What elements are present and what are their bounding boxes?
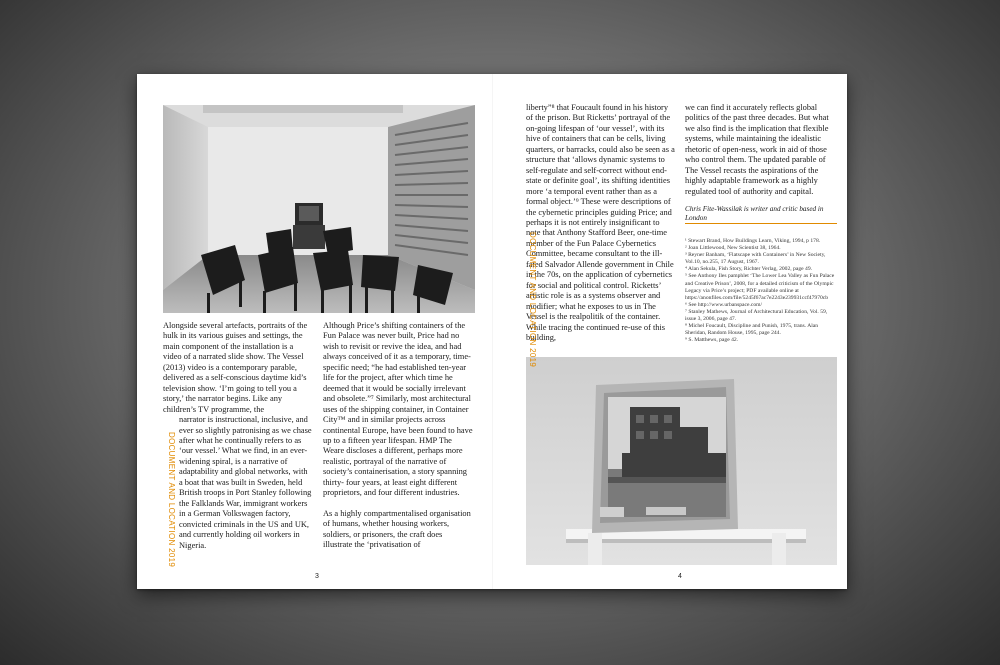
footnotes — [685, 238, 835, 344]
footnote: ² Joan Littlewood, New Scientist 38, 1964. — [685, 245, 781, 252]
framed-ship-artwork-photo — [526, 357, 837, 565]
page-number-right: 4 — [678, 573, 682, 580]
magazine-spread — [137, 74, 847, 589]
side-label-right: DOCUMENT AND LOCATION 2019 — [528, 232, 537, 368]
body-paragraph: Alongside several artefacts, portraits of the hulk in its various guises and settings, the main component of the installation is a video of a narrated slide show. The Vessel (2013) video is a contemporary parable, delivered as a self-conscious daytime kid’s television show. ‘I’m going to tell you a story,’ the narrator begins. Like any children’s TV programme, the — [163, 321, 308, 414]
footnote: ⁶ See http://www.urbanspace.com/ — [685, 301, 763, 308]
footnote: ⁹ S. Matthews, page 42. — [685, 337, 739, 344]
right-column-1 — [526, 103, 676, 343]
footnote: ⁸ Michel Foucault, Discipline and Punish, 1975, trans. Alan Sheridan, Random House, 1995, page 244. — [685, 323, 819, 337]
spine-gutter — [492, 74, 493, 589]
right-column-2 — [685, 103, 835, 223]
body-paragraph: liberty”⁸ that Foucault found in his history of the prison. But Ricketts’ portrayal of the on-going lifespan of ‘our vessel’, with its hive of containers that can be cells, living quarters, or barracks, could also be seen as a structure that ‘allows dynamic systems to self-regulate and self-correct without end-state or definite goal’, its shifting identities more ‘a temporal event rather than as a formal object.’⁹ These were descriptions of the cybernetic principles guiding Price; and perhaps it is not entirely insignificant to note that Anthony Stafford Beer, one-time member of the Fun Palace Cybernetics Committee, became consultant to the ill-fated Salvador Allende government in Chile in the 70s, on the application of cybernetics for social and political control. Ricketts’ artistic role is as a systems observer and modifier; what he exposes to us in The Vessel is the realpolitik of the container. While tracing the continued re-use of this building, — [526, 103, 675, 342]
side-label-left: DOCUMENT AND LOCATION 2019 — [167, 432, 176, 568]
author-credit: Chris Fite-Wassilak is writer and critic based in London — [685, 205, 824, 223]
footnote: ³ Reyner Banham, ‘Flatscape with Containers’ in New Society, Vol.10, no.255, 17 August, 1967. — [685, 252, 826, 266]
footnote: ⁴ Alan Sekula, Fish Story, Richter Verlag, 2002, page 49. — [685, 266, 813, 273]
body-paragraph: Although Price’s shifting containers of the Fun Palace was never built, Price had no wish to revisit or revive the idea, and had always conceived of it as a temporary, time-specific need; “he had established ten-year life for the project, after which time he deemed that it would be socially irrelevant and obsolete.”⁷ Similarly, most architectural uses of the shipping container, in Container City™ and in similar projects across continental Europe, have been found to have up to a fifteen year lifespan. HMP The Weare discloses a different, perhaps more realistic, portrayal of the narrative of society’s containerisation, a story spanning thirty- four years, at least eight different proprietors, and four different industries. — [323, 321, 473, 498]
gallery-installation-photo — [163, 105, 475, 313]
left-column-1 — [163, 321, 313, 551]
body-paragraph-indented: narrator is instructional, inclusive, and ever so slightly patronising as we chase after what he continually refers to as ‘our vessel.’ What we find, in an ever-widening spiral, is a narrative of adaptability and global networks, with a boat that was built in Sweden, held British troops in Port Stanley following the Falklands War, immigrant workers in a German Volkswagen factory, convicted criminals in the US and UK, and currently holding oil workers in Nigeria. — [179, 415, 312, 550]
body-paragraph: As a highly compartmentalised organisation of humans, whether housing workers, soldiers, or prisoners, the craft does illustrate the ‘privatisation of — [323, 508, 471, 550]
left-column-2 — [323, 321, 473, 551]
page-number-left: 3 — [315, 573, 319, 580]
footnote: ⁷ Stanley Mathews, Journal of Architectural Education, Vol. 59, issue 3, 2006, page 47. — [685, 308, 828, 323]
footnote-divider — [685, 223, 837, 224]
body-paragraph: we can find it accurately reflects global politics of the past three decades. But what we also find is the implication that flexible systems, while maintaining the idealistic rhetoric of open-ness, work in aid of those who control them. The updated parable of The Vessel recasts the aspirations of the highly adaptable framework as a highly regulated tool of authority and capital. — [685, 103, 829, 196]
footnote: ¹ Stewart Brand, How Buildings Learn, Viking, 1994, p 178. — [685, 238, 821, 244]
footnote: ⁵ See Anthony Iles pamphlet ‘The Lower Lea Valley as Fun Palace and Creative Prison’, 2008, for a detailed criticism of the Olympic Legacy via Price’s project; PDF available online at https://anonfiles.com/file/5245f67ac7e2243e239931ccf47970cb — [685, 273, 835, 301]
